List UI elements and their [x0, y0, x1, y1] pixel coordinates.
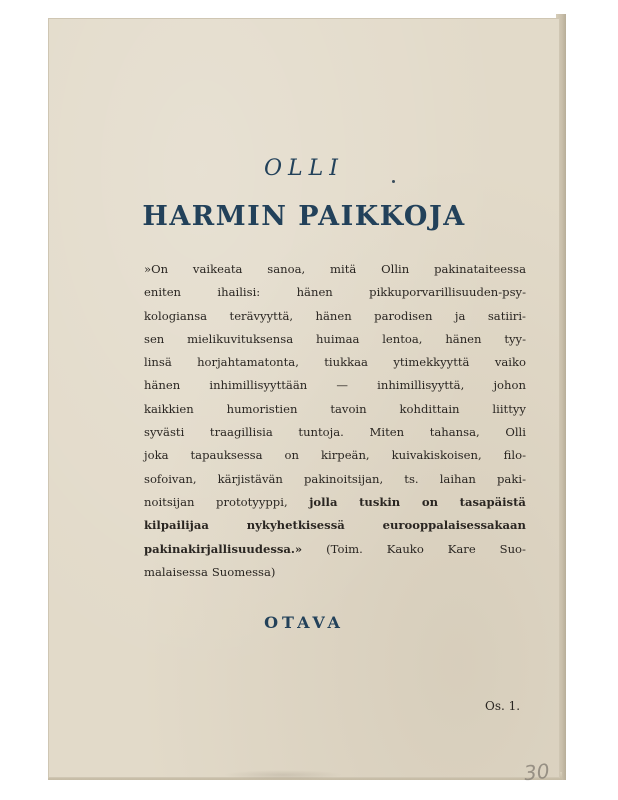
blurb-word: johon: [493, 378, 526, 393]
blurb-word: tuntoja.: [298, 425, 344, 440]
blurb-word: liittyy: [492, 401, 526, 416]
blurb-word: jolla: [309, 494, 338, 509]
blurb-word: kilpailijaa: [144, 518, 209, 533]
blurb-word: ja: [454, 308, 466, 323]
blurb-word: kärjistävän: [217, 471, 283, 486]
blurb-line: [144, 444, 526, 467]
blurb-word: paki-: [497, 471, 526, 486]
ink-speck: [392, 180, 395, 183]
blurb-word: pikkuporvarillisuuden-psy-: [369, 285, 526, 300]
blurb-word: kirpeän,: [321, 448, 370, 463]
edition-mark: Os. 1.: [485, 699, 521, 713]
blurb-word: joka: [144, 448, 169, 463]
blurb-word: tavoin: [330, 401, 367, 416]
blurb-word: vaiko: [494, 355, 526, 370]
blurb-word: »On: [144, 262, 169, 276]
blurb-word: kohdittain: [399, 401, 460, 416]
blurb-word: horjahtamatonta,: [197, 355, 299, 370]
blurb-word: linsä: [144, 355, 172, 370]
blurb-word: terävyyttä,: [229, 308, 294, 323]
blurb-word: noitsijan: [144, 494, 195, 509]
blurb-word: Suomessa): [211, 564, 276, 579]
blurb-word: ihailisi:: [217, 285, 261, 300]
blurb-word: malaisessa: [144, 564, 208, 579]
blurb-word: Ollin: [381, 262, 410, 276]
blurb-line: [144, 421, 526, 444]
blurb-word: Kare: [447, 541, 476, 556]
blurb-line: [144, 514, 526, 537]
blurb-word: traagillisia: [209, 425, 273, 440]
author-name: OLLI: [264, 156, 344, 181]
blurb-word: on: [284, 448, 299, 463]
blurb-word: pakinoitsijan,: [303, 471, 384, 486]
blurb-word: tapauksessa: [190, 448, 263, 463]
blurb-word: hänen: [315, 308, 352, 323]
blurb-word: on: [421, 494, 439, 509]
blurb-word: eurooppalaisessakaan: [382, 518, 526, 533]
blurb-line: [144, 398, 526, 421]
blurb-word: vaikeata: [192, 262, 243, 276]
blurb-word: filo-: [503, 448, 526, 463]
blurb-word: inhimillisyyttä,: [377, 378, 465, 393]
blurb-word: syvästi: [144, 425, 185, 440]
publisher-name: OTAVA: [264, 613, 344, 632]
blurb-line: [144, 374, 526, 397]
blurb-line: [144, 281, 526, 304]
blurb-word: Kauko: [386, 541, 424, 556]
blurb-line: [144, 328, 526, 351]
blurb-word: inhimillisyyttään: [209, 378, 308, 393]
blurb-word: Olli: [505, 425, 526, 440]
blurb-word: tyy-: [504, 331, 526, 346]
blurb-word: tiukkaa: [324, 355, 368, 370]
blurb-word: hänen: [144, 378, 181, 393]
blurb-word: Miten: [369, 425, 405, 440]
blurb-word: (Toim.: [326, 541, 363, 556]
blurb-word: ts.: [404, 471, 419, 486]
blurb-word: ytimekkyyttä: [393, 355, 470, 370]
smudge-mark: [223, 770, 343, 780]
blurb-word: kologiansa: [144, 308, 208, 323]
blurb-word: —: [336, 378, 348, 393]
blurb-word: sanoa,: [267, 262, 306, 276]
blurb-text: [144, 258, 526, 584]
blurb-word: nykyhetkisessä: [246, 518, 345, 533]
blurb-line: [144, 351, 526, 374]
blurb-word: satiiri-: [487, 308, 526, 323]
pencil-note: 30: [522, 758, 551, 786]
blurb-word: mitä: [330, 262, 357, 276]
blurb-word: sen: [144, 331, 165, 346]
blurb-line: [144, 491, 526, 514]
blurb-word: kaikkien: [144, 401, 194, 416]
blurb-word: laihan: [439, 471, 476, 486]
blurb-word: pakinakirjallisuudessa.»: [144, 541, 303, 556]
blurb-word: mielikuvituksensa: [187, 331, 294, 346]
blurb-word: Suo-: [499, 541, 526, 556]
back-cover: [48, 18, 560, 786]
blurb-word: kuivakiskoisen,: [391, 448, 482, 463]
blurb-word: huimaa: [315, 331, 360, 346]
blurb-word: pakinataiteessa: [434, 262, 526, 276]
blurb-word: tuskin: [359, 494, 401, 509]
blurb-word: tasapäistä: [459, 494, 526, 509]
blurb-word: parodisen: [374, 308, 433, 323]
blurb-word: lentoa,: [382, 331, 423, 346]
blurb-word: eniten: [144, 285, 182, 300]
blurb-line: [144, 468, 526, 491]
blurb-line: [144, 258, 526, 281]
blurb-word: tahansa,: [429, 425, 480, 440]
blurb-line: [144, 305, 526, 328]
blurb-word: prototyyppi,: [216, 494, 288, 509]
blurb-word: hänen: [445, 331, 482, 346]
blurb-word: hänen: [296, 285, 333, 300]
blurb-line: [144, 538, 526, 561]
blurb-word: sofoivan,: [144, 471, 197, 486]
blurb-line: [144, 561, 526, 584]
blurb-word: humoristien: [226, 401, 298, 416]
book-title: HARMIN PAIKKOJA: [142, 201, 466, 232]
